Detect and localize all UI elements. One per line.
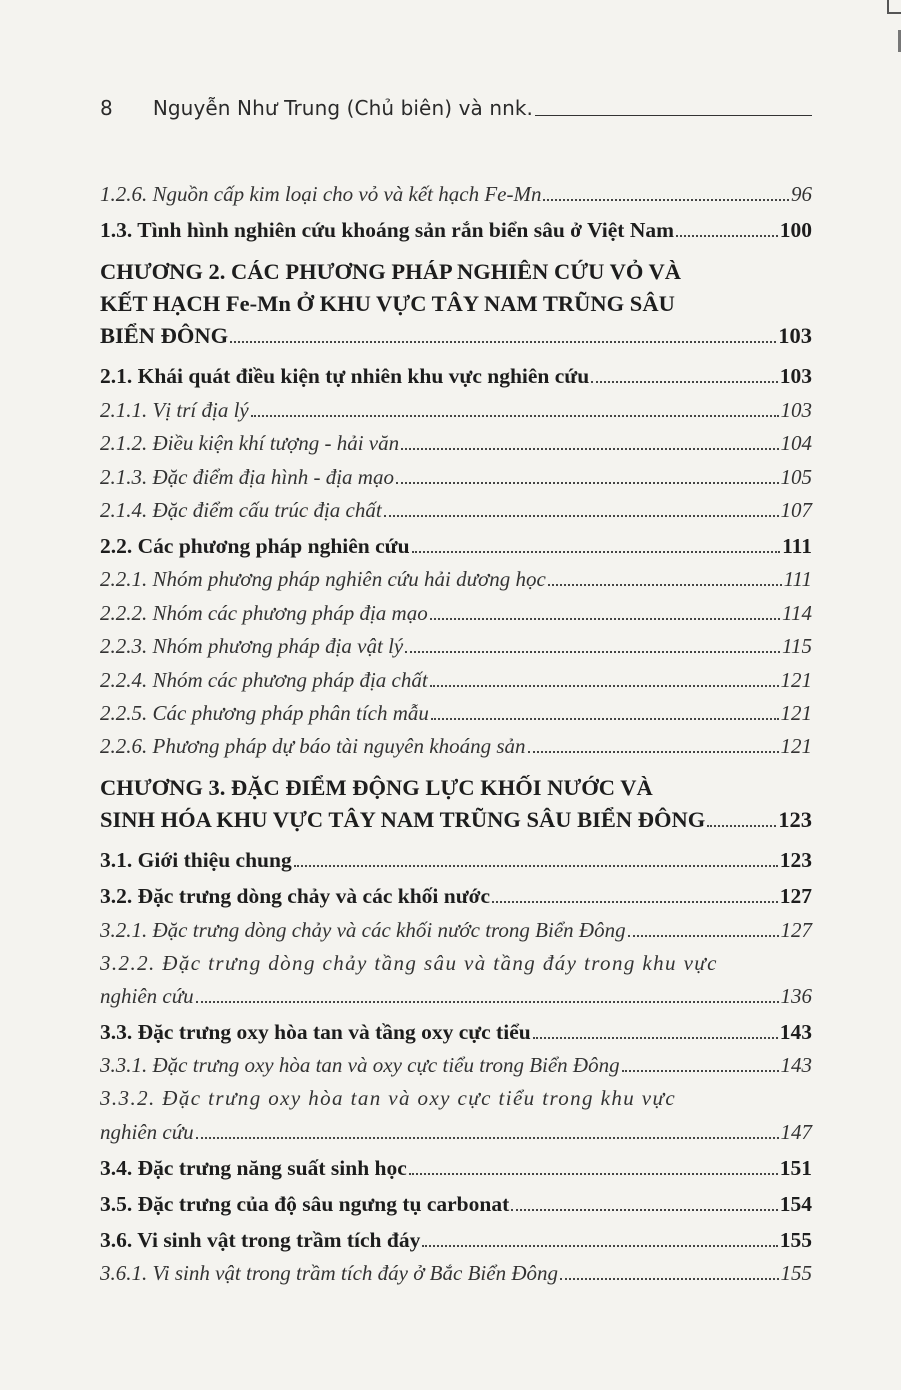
toc-page: 115 <box>782 634 812 659</box>
dot-leader <box>412 551 781 553</box>
dot-leader <box>676 235 778 237</box>
toc-page: 103 <box>778 323 812 349</box>
dot-leader <box>707 825 776 827</box>
dot-leader <box>422 1245 777 1247</box>
dot-leader <box>548 584 782 586</box>
toc-title: BIỂN ĐÔNG <box>100 323 229 349</box>
toc-title: 2.2.4. Nhóm các phương pháp địa chất <box>100 667 428 692</box>
toc-title: 2.1.1. Vị trí địa lý <box>100 397 249 422</box>
toc-entry[interactable] <box>100 1181 812 1217</box>
header-author: Nguyễn Như Trung (Chủ biên) và nnk. <box>152 96 534 120</box>
toc-title: CHƯƠNG 3. ĐẶC ĐIỂM ĐỘNG LỰC KHỐI NƯỚC VÀ <box>100 775 653 801</box>
toc-title: 2.2.3. Nhóm phương pháp địa vật lý <box>100 634 404 659</box>
dot-leader <box>430 618 780 620</box>
toc-title: 3.1. Giới thiệu chung <box>100 848 292 873</box>
toc-title: CHƯƠNG 2. CÁC PHƯƠNG PHÁP NGHIÊN CỨU VỎ VÀ <box>100 259 682 285</box>
toc-entry[interactable] <box>100 976 812 1009</box>
toc-page: 155 <box>780 1261 812 1286</box>
dot-leader <box>430 685 779 687</box>
toc-page: 136 <box>780 984 812 1009</box>
toc-page: 121 <box>780 667 812 692</box>
toc-title: 2.2.2. Nhóm các phương pháp địa mạo <box>100 600 428 625</box>
toc-page: 143 <box>779 1020 812 1045</box>
toc-entry[interactable] <box>100 1145 812 1181</box>
toc-page: 100 <box>779 218 812 243</box>
running-header <box>100 96 812 120</box>
toc-entry[interactable] <box>100 174 812 207</box>
dot-leader <box>628 935 779 937</box>
toc-entry[interactable] <box>100 659 812 692</box>
toc-page: 111 <box>783 567 812 592</box>
dot-leader <box>294 865 778 867</box>
toc-title: 2.2.1. Nhóm phương pháp nghiên cứu hải dương học <box>100 567 546 592</box>
toc-entry[interactable] <box>100 1217 812 1253</box>
toc-title: 2.2.5. Các phương pháp phân tích mẫu <box>100 700 429 725</box>
toc-entry[interactable] <box>100 1045 812 1078</box>
toc-entry[interactable] <box>100 909 812 942</box>
dot-leader <box>591 381 778 383</box>
toc-page: 147 <box>780 1119 812 1144</box>
toc-entry[interactable] <box>100 693 812 726</box>
dot-leader <box>384 515 779 517</box>
dot-leader <box>492 901 778 903</box>
toc-chapter-line <box>100 285 812 317</box>
dot-leader <box>409 1173 778 1175</box>
dot-leader <box>533 1037 778 1039</box>
toc-title: 3.2.1. Đặc trưng dòng chảy và các khối nước trong Biển Đông <box>100 917 626 942</box>
toc-entry[interactable] <box>100 207 812 243</box>
toc-entry[interactable] <box>100 523 812 559</box>
toc-page: 123 <box>779 848 812 873</box>
toc-page: 154 <box>779 1191 812 1216</box>
toc-page: 111 <box>782 533 812 558</box>
toc-entry[interactable] <box>100 626 812 659</box>
toc-entry[interactable] <box>100 1111 812 1144</box>
toc-title: 2.1.2. Điều kiện khí tượng - hải văn <box>100 431 400 456</box>
toc-page: 123 <box>778 807 812 833</box>
toc-title: 3.5. Đặc trưng của độ sâu ngưng tụ carbonat <box>100 1191 510 1216</box>
dot-leader <box>405 651 780 653</box>
toc-title: 1.2.6. Nguồn cấp kim loại cho vỏ và kết hạch Fe-Mn <box>100 182 542 207</box>
toc-title: nghiên cứu <box>100 1119 194 1144</box>
page-number: 8 <box>100 96 113 120</box>
dot-leader <box>401 448 778 450</box>
page-corner-mark <box>887 0 901 14</box>
toc-entry[interactable] <box>100 423 812 456</box>
toc-title: 2.1.3. Đặc điểm địa hình - địa mạo <box>100 464 394 489</box>
toc-page: 114 <box>782 600 812 625</box>
toc-title: 1.3. Tình hình nghiên cứu khoáng sản rắn biển sâu ở Việt Nam <box>100 218 675 243</box>
dot-leader <box>560 1278 779 1280</box>
toc-title: 3.2.2. Đặc trưng dòng chảy tầng sâu và tầng đáy trong khu vực <box>100 950 718 975</box>
dot-leader <box>196 1001 779 1003</box>
toc-entry[interactable] <box>100 353 812 389</box>
toc-title: 3.3.2. Đặc trưng oxy hòa tan và oxy cực tiểu trong khu vực <box>100 1086 677 1111</box>
toc-title: 3.4. Đặc trưng năng suất sinh học <box>100 1155 407 1180</box>
toc-entry[interactable] <box>100 559 812 592</box>
toc-page: 96 <box>791 182 812 207</box>
toc-page: 107 <box>780 497 812 522</box>
dot-leader <box>396 482 779 484</box>
toc-title: 3.3.1. Đặc trưng oxy hòa tan và oxy cực tiểu trong Biển Đông <box>100 1053 620 1078</box>
toc-chapter-line <box>100 253 812 285</box>
toc-page: 121 <box>780 734 812 759</box>
toc-title: 2.1. Khái quát điều kiện tự nhiên khu vực nghiên cứu <box>100 364 590 389</box>
toc-entry[interactable] <box>100 873 812 909</box>
dot-leader <box>196 1137 779 1139</box>
toc-title: 3.2. Đặc trưng dòng chảy và các khối nước <box>100 884 491 909</box>
toc-entry[interactable] <box>100 456 812 489</box>
dot-leader <box>528 751 779 753</box>
toc-entry[interactable] <box>100 389 812 422</box>
toc-entry[interactable] <box>100 801 812 833</box>
toc-page: 121 <box>780 700 812 725</box>
toc-title: 3.6. Vi sinh vật trong trầm tích đáy <box>100 1227 421 1252</box>
dot-leader <box>251 415 779 417</box>
dot-leader <box>230 341 776 343</box>
toc-title: SINH HÓA KHU VỰC TÂY NAM TRŨNG SÂU BIỂN ĐÔNG <box>100 807 706 833</box>
toc-chapter-line <box>100 769 812 801</box>
toc-title: 2.2. Các phương pháp nghiên cứu <box>100 533 410 558</box>
toc-title: 3.6.1. Vi sinh vật trong trầm tích đáy ở Bắc Biển Đông <box>100 1261 558 1286</box>
toc-title: 3.3. Đặc trưng oxy hòa tan và tầng oxy cực tiểu <box>100 1020 531 1045</box>
toc-page: 104 <box>780 431 812 456</box>
toc-title: 2.1.4. Đặc điểm cấu trúc địa chất <box>100 497 382 522</box>
toc-entry[interactable] <box>100 837 812 873</box>
toc-page: 127 <box>779 884 812 909</box>
toc-page: 151 <box>779 1155 812 1180</box>
toc-entry[interactable] <box>100 592 812 625</box>
toc-page: 155 <box>779 1227 812 1252</box>
toc-entry[interactable] <box>100 317 812 349</box>
toc-wrap-line <box>100 1078 812 1111</box>
table-of-contents <box>100 174 812 1286</box>
toc-page: 103 <box>779 364 812 389</box>
toc-title: KẾT HẠCH Fe-Mn Ở KHU VỰC TÂY NAM TRŨNG SÂU <box>100 291 675 317</box>
dot-leader <box>511 1209 777 1211</box>
toc-entry[interactable] <box>100 726 812 759</box>
dot-leader <box>431 718 779 720</box>
toc-page: 103 <box>780 397 812 422</box>
dot-leader <box>622 1070 779 1072</box>
toc-page: 127 <box>780 917 812 942</box>
toc-entry[interactable] <box>100 1009 812 1045</box>
toc-page: 105 <box>780 464 812 489</box>
toc-title: 2.2.6. Phương pháp dự báo tài nguyên khoáng sản <box>100 734 526 759</box>
dot-leader <box>543 199 789 201</box>
toc-title: nghiên cứu <box>100 984 194 1009</box>
toc-entry[interactable] <box>100 1253 812 1286</box>
toc-wrap-line <box>100 943 812 976</box>
header-rule <box>535 115 812 116</box>
toc-entry[interactable] <box>100 490 812 523</box>
toc-page: 143 <box>780 1053 812 1078</box>
